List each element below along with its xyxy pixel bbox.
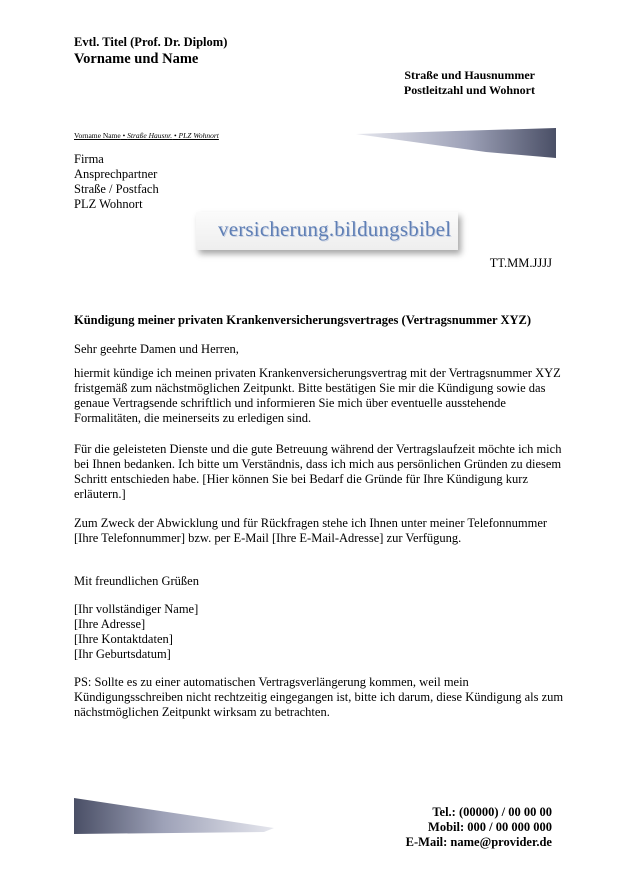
contact-email: E-Mail: name@provider.de — [405, 835, 552, 849]
return-name: Vorname Name — [74, 131, 121, 140]
closing: Mit freundlichen Grüßen — [74, 574, 199, 588]
recipient-company: Firma — [74, 152, 104, 166]
sender-title: Evtl. Titel (Prof. Dr. Diplom) — [74, 35, 228, 49]
letter-date: TT.MM.JJJJ — [489, 256, 552, 270]
signature-name: [Ihr vollständiger Name] — [74, 602, 199, 616]
contact-block — [406, 805, 552, 850]
recipient-address — [74, 152, 159, 212]
sender-address — [404, 68, 535, 98]
return-address-line: Vorname Name • Straße Hausnr. • PLZ Wohnort — [74, 131, 219, 140]
sender-street: Straße und Hausnummer — [404, 68, 535, 82]
decorative-wedge-top — [356, 128, 556, 158]
contact-phone: Tel.: (00000) / 00 00 00 — [432, 805, 552, 819]
contact-mobile: Mobil: 000 / 00 000 000 — [428, 820, 552, 834]
recipient-street: Straße / Postfach — [74, 182, 159, 196]
watermark-banner — [196, 212, 458, 250]
signature-contact: [Ihre Kontaktdaten] — [74, 632, 173, 646]
sender-name: Vorname und Name — [74, 51, 199, 67]
letter-subject: Kündigung meiner privaten Krankenversicherungsvertrages (Vertragsnummer XYZ) — [74, 313, 532, 327]
signature-birthdate: [Ihr Geburtsdatum] — [74, 647, 171, 661]
return-street: Straße Hausnr. — [127, 131, 173, 140]
body-paragraph-2: Für die geleisteten Dienste und die gute Betreuung während der Vertragslaufzeit möchte ich mich bei Ihnen bedanken. Ich bitte um Verständnis, dass ich mich aus persönlichen Gründen zu diesem Schritt entschieden habe. [Hier können Sie bei Bedarf die Gründe für Ihre Kündigung kurz erläutern.] — [74, 442, 562, 501]
sender-city: Postleitzahl und Wohnort — [403, 83, 535, 97]
signature-address: [Ihre Adresse] — [74, 617, 146, 631]
recipient-contact: Ansprechpartner — [74, 167, 158, 181]
body-paragraph-3: Zum Zweck der Abwicklung und für Rückfragen stehe ich Ihnen unter meiner Telefonnummer [Ihre Telefonnummer] bzw. per E-Mail [Ihre E-Mail-Adresse] zur Verfügung. — [74, 516, 548, 545]
watermark-text: versicherung.bildungsbibel — [218, 217, 452, 241]
decorative-wedge-bottom — [74, 798, 274, 834]
signature-block — [74, 602, 198, 662]
return-city: PLZ Wohnort — [178, 131, 219, 140]
body-paragraph-1: hiermit kündige ich meinen privaten Krankenversicherungsvertrag mit der Vertragsnummer XYZ fristgemäß zum nächstmöglichen Zeitpunkt. Bitte bestätigen Sie mir die Kündigung sowie das genaue Vertragsende schriftlich und informieren Sie mich über eventuelle ausstehende Formalitäten, die meinerseits zu erledigen sind. — [74, 366, 561, 425]
recipient-city: PLZ Wohnort — [74, 197, 143, 211]
salutation: Sehr geehrte Damen und Herren, — [74, 342, 239, 356]
postscript: PS: Sollte es zu einer automatischen Vertragsverlängerung kommen, weil mein Kündigungsschreiben nicht rechtzeitig eingegangen ist, bitte ich darum, diese Kündigung als zum nächstmöglichen Zeitpunkt wirksam zu betrachten. — [74, 675, 564, 719]
